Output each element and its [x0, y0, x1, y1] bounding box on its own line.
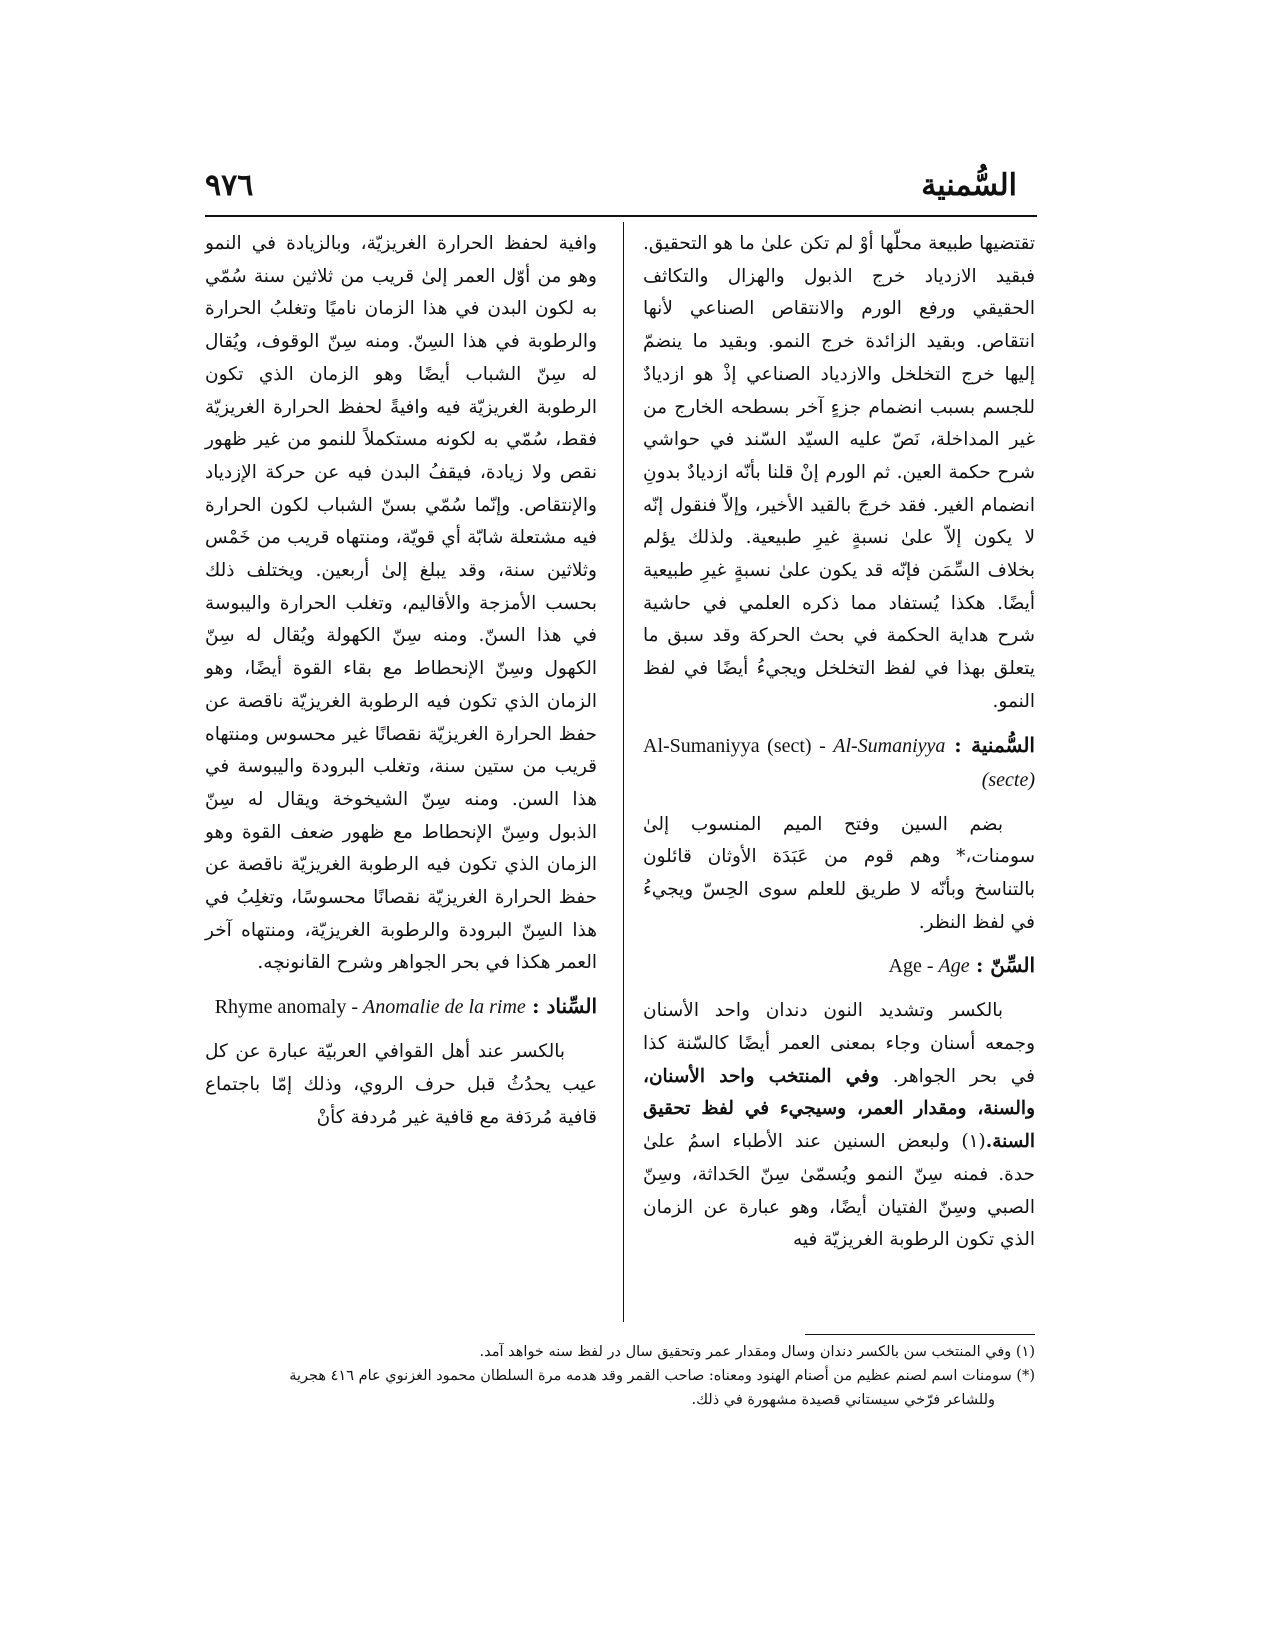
text-run: (١) ولبعض السنين عند الأطباء اسمُ علىٰ حدة. فمنه سِنّ النمو ويُسمّىٰ سِنّ الحَداثة، وسِنّ الصبي وسِنّ الفتيان أيضًا، وهو عبارة عن الزمان الذي تكون الرطوبة الغريزيّة فيه [643, 1131, 1035, 1251]
entry-french: Al-Sumaniyya (secte) [833, 734, 1035, 791]
paragraph [643, 995, 1035, 1257]
section-title: السُّمنية [921, 168, 1017, 203]
entry-heading [643, 729, 1035, 797]
entry-arabic-title: السُّمنية : [954, 732, 1035, 757]
footnotes [205, 1340, 1035, 1412]
footnote: (*) سومنات اسم لصنم عظيم من أصنام الهنود ومعناه: صاحب القمر وقد هدمه مرة السلطان محمود الغزنوي عام ٤١٦ هجرية [289, 1368, 1035, 1384]
entry-english: Rhyme anomaly - [214, 996, 364, 1019]
right-column [643, 228, 1035, 1257]
footnote-rule [805, 1334, 1035, 1335]
left-column [205, 228, 597, 1134]
entry-french: Age [938, 955, 970, 978]
footnote: (١) وفي المنتخب سن بالكسر دندان وسال ومقدار عمر وتحقيق سال در لفظ سنه خواهد آمد. [479, 1344, 1035, 1360]
text-run: بالكسر وتشديد النون دندان واحد الأسنان وجمعه أسنان وجاء بمعنى العمر أيضًا كالسّنة كذا في بحر الجواهر. [643, 1000, 1036, 1087]
entry-heading [643, 949, 1035, 983]
entry-arabic-title: السِّنّ : [975, 953, 1035, 978]
page-number: ٩٧٦ [205, 168, 254, 203]
entry-english: Al-Sumaniyya (sect) - [643, 734, 834, 757]
paragraph: تقتضيها طبيعة محلّها أوْ لم تكن علىٰ ما هو التحقيق. فبقيد الازدياد خرج الذبول والهزال والتكاثف الحقيقي ورفع الورم والانتقاص الصناعي لأنها انتقاص. وبقيد الزائدة خرج النمو. وبقيد ما ينضمّ إليها خرج التخلخل والازدياد الصناعي إذْ هو ازديادٌ للجسم بسبب انضمام جزءٍ آخر بسطحه الخارج من غير المداخلة، نَصّ عليه السيّد السّند في حواشي شرح حكمة العين. ثم الورم إنْ قلنا بأنّه ازديادٌ بدونِ انضمام الغير. فقد خرجَ بالقيد الأخير، وإلاّ فنقول إنّه لا يكون إلاّ علىٰ نسبةٍ غيرِ طبيعية. ولذلك يؤلم بخلاف السِّمَن فإنّه قد يكون علىٰ نسبةٍ غيرِ طبيعية أيضًا. هكذا يُستفاد مما ذكره العلمي في حاشية شرح هداية الحكمة في بحث الحركة وقد سبق ما يتعلق بهذا في لفظ التخلخل ويجيءُ أيضًا في لفظ النمو. [643, 233, 1035, 712]
entry-arabic-title: السِّناد : [532, 994, 597, 1019]
paragraph: بضم السين وفتح الميم المنسوب إلىٰ سومنات،* وهم قوم من عَبَدَة الأوثان قائلون بالتناسخ وبأنّه لا طريق للعلم سوى الحِسّ ويجيءُ في لفظ النظر. [643, 813, 1035, 933]
entry-english: Age - [888, 955, 939, 978]
paragraph: وافية لحفظ الحرارة الغريزيّة، وبالزيادة في النمو وهو من أوّل العمر إلىٰ قريب من ثلاثين سنة سُمّي به لكون البدن في هذا الزمان ناميًا وتغلبُ الحرارة والرطوبة في هذا السِنّ. ومنه سِنّ الوقوف، ويُقال له سِنّ الشباب أيضًا وهو الزمان الذي تكون الرطوبة الغريزيّة فيه وافيةً لحفظ الحرارة الغريزيّة فقط، سُمّي به لكونه مستكملاً للنمو من غير ظهور نقص ولا زيادة، فيقفُ البدن فيه عن حركة الإزدياد والإنتقاص. وإنّما سُمّي بسنّ الشباب لكون الحرارة فيه مشتعلة شابّة أي قويّة، ومنتهاه قريب من خَمْس وثلاثين سنة، وقد يبلغ إلىٰ أربعين. ويختلف ذلك بحسب الأمزجة والأقاليم، وتغلب الحرارة واليبوسة في هذا السنّ. ومنه سِنّ الكهولة ويُقال له سِنّ الكهول وسِنّ الإنحطاط مع بقاء القوة أيضًا، وهو الزمان الذي تكون فيه الرطوبة الغريزيّة ناقصة عن حفظ الحرارة الغريزيّة نقصانًا غير محسوس ومنتهاه قريب من ستين سنة، وتغلب البرودة واليبوسة في هذا السن. ومنه سِنّ الشيخوخة ويقال له سِنّ الذبول وسِنّ الإنحطاط مع ظهور ضعف القوة وهو الزمان الذي تكون فيه الرطوبة الغريزيّة ناقصة عن حفظ الحرارة الغريزيّة نقصانًا محسوسًا، وتغلِبُ في هذا السِنّ البرودة والرطوبة الغريزيّة، ومنتهاه آخر العمر هكذا في بحر الجواهر وشرح القانونچه. [205, 233, 597, 974]
paragraph: بالكسر عند أهل القوافي العربيّة عبارة عن كل عيب يحدُثُ قبل حرف الروي، وذلك إمّا باجتماع قافية مُردَفة مع قافية غير مُردفة كأنْ [205, 1041, 597, 1128]
entry-french: Anomalie de la rime [363, 996, 526, 1019]
footnote-continuation: وللشاعر فرّخي سيستاني قصيدة مشهورة في ذلك. [691, 1392, 995, 1408]
entry-translation [889, 955, 970, 977]
entry-heading [205, 990, 597, 1024]
bold-text-run: وفي المنتخب واحد الأسنان، والسنة، ومقدار العمر، وسيجيء في لفظ تحقيق السنة. [643, 1065, 1035, 1153]
column-divider [623, 222, 624, 1322]
entry-translation [215, 996, 526, 1018]
header-rule [205, 215, 1037, 217]
